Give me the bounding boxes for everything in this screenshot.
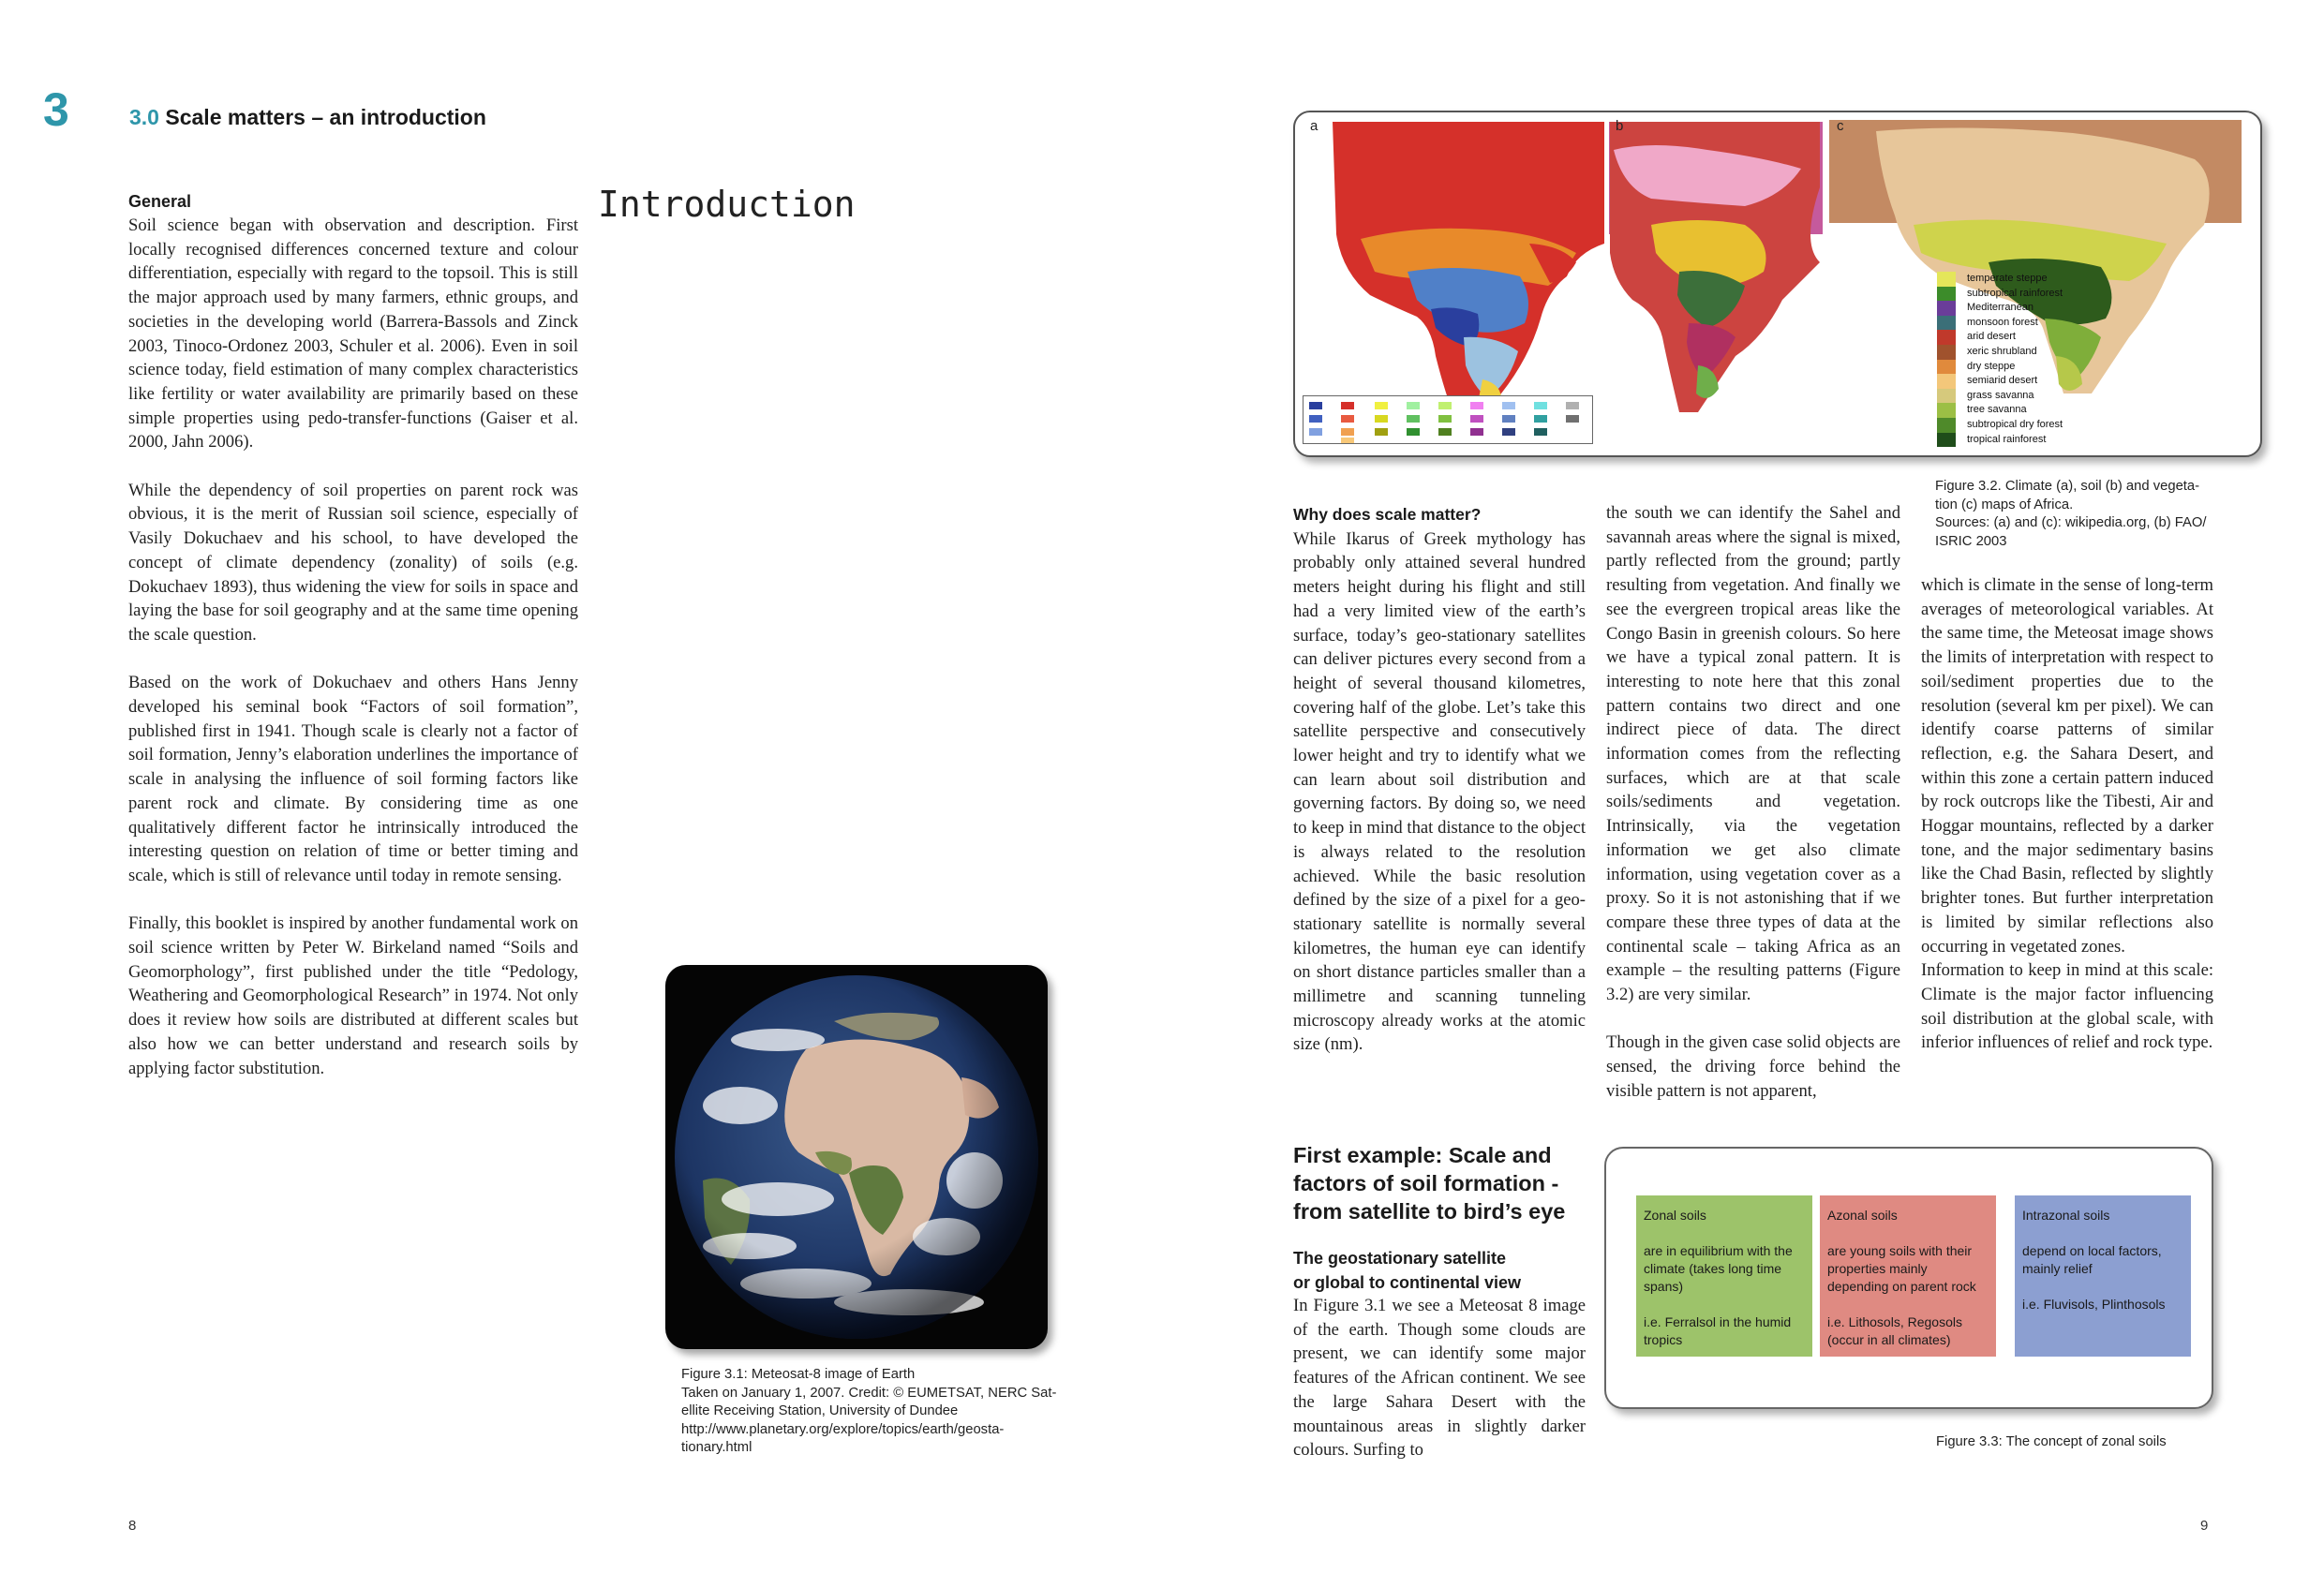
figure-3-2-caption — [1935, 478, 2235, 551]
section-number: 3.0 — [129, 105, 159, 129]
legend-label: subtropical dry forest — [1967, 418, 2063, 430]
soil-map-b — [1609, 122, 1823, 412]
legend-entry — [1937, 374, 2108, 389]
zone-box-zonal — [1636, 1195, 1812, 1357]
left-column — [128, 191, 578, 1080]
meteosat-earth-image — [665, 965, 1048, 1349]
chapter-number: 3 — [43, 83, 69, 136]
legend-entry — [1937, 316, 2108, 331]
section-title-text: Scale matters – an introduction — [165, 105, 486, 129]
zone-example: i.e. Ferralsol in the humid tropics — [1644, 1314, 1792, 1347]
caption-line: Figure 3.2. Climate (a), soil (b) and vegeta- — [1935, 479, 2200, 494]
zone-title: Azonal soils — [1827, 1208, 1898, 1223]
legend-entry — [1937, 389, 2108, 404]
legend-label: temperate steppe — [1967, 273, 2048, 284]
paragraph: Finally, this booklet is inspired by another fundamental work on soil science written by Peter W. Birkeland named “Soils and Geomorphology”, first published under the title “Pedology, Weathering and Geomorphological Research” in 1974. Not only does it review how soils are distributed at different scales but also how we can better understand and research soils by applying factor substitution. — [128, 913, 578, 1078]
legend-swatch — [1937, 360, 1956, 375]
africa-maps-figure — [1293, 111, 2262, 457]
legend-entry — [1937, 360, 2108, 375]
legend-entry — [1937, 287, 2108, 302]
caption-line: tion (c) maps of Africa. — [1935, 497, 2074, 512]
figure-3-3-caption: Figure 3.3: The concept of zonal soils — [1936, 1434, 2167, 1449]
legend-swatch — [1937, 374, 1956, 389]
introduction-heading: Introduction — [598, 184, 856, 225]
legend-swatch — [1937, 287, 1956, 302]
legend-swatch — [1937, 301, 1956, 316]
legend-entry — [1937, 345, 2108, 360]
vegetation-legend-c — [1937, 272, 2108, 447]
zone-example: i.e. Lithosols, Regosols (occur in all climates) — [1827, 1314, 1962, 1347]
why-scale-text-2b: Though in the given case solid objects are sensed, the driving force behind the visible pattern is not apparent, — [1606, 1032, 1900, 1101]
legend-label: tropical rainforest — [1967, 433, 2047, 445]
legend-label: monsoon forest — [1967, 316, 2038, 328]
subheading-line: The geostationary satellite — [1293, 1249, 1507, 1268]
page-number-right: 9 — [2200, 1518, 2209, 1534]
map-panel-label-a: a — [1310, 118, 1318, 134]
general-subheading: General — [128, 192, 192, 211]
paragraph: While the dependency of soil properties on parent rock was obvious, it is the merit of Russian soil science, especially of Vasily Dokuchaev and his school, to have developed the concept of climate dependency (zonality) of soils (e.g. Dokuchaev 1893), thus widening the view for soils in space and laying the base for soil geography and at the same time opening the scale question. — [128, 480, 578, 645]
why-scale-column-3 — [1921, 573, 2213, 1055]
legend-entry — [1937, 272, 2108, 287]
paragraph: Based on the work of Dokuchaev and others Hans Jenny developed his seminal book “Factors of soil formation”, published first in 1941. Though scale is clearly not a factor of soil formation, Jenny’s elaboration underlines the importance of scale in analysing the influence of soil forming factors like parent rock and climate. By considering time as one qualitatively different factor he intrinsically introduced the interesting question on relation of time or better timing and scale, which is still of relevance until today in remote sensing. — [128, 673, 578, 885]
zone-description: depend on local factors, mainly relief — [2022, 1243, 2162, 1276]
legend-label: arid desert — [1967, 331, 2016, 343]
why-scale-subheading: Why does scale matter? — [1293, 505, 1482, 524]
first-example-text: In Figure 3.1 we see a Meteosat 8 image of the earth. Though some clouds are present, we can identify some major features of the African continent. We see the large Sahara Desert with the mountainous areas in slightly darker colours. Surfing to — [1293, 1296, 1586, 1461]
legend-swatch — [1937, 345, 1956, 360]
paragraph: Soil science began with observation and description. First locally recognised differences concerned texture and colour differentiation, especially with regard to the topsoil. This is still the major approach used by many farmers, ethnic groups, and societies in the developing world (Barrera-Bassols and Zinck 2003, Tinoco-Ordonez 2003, Schuler et al. 2006). Even in soil science today, field estimation of many complex characteristics like fertility or water availability are primarily based on these simple properties using pedo-transfer-functions (Gaiser et al. 2000, Jahn 2006). — [128, 215, 578, 453]
legend-swatch — [1937, 316, 1956, 331]
legend-label: grass savanna — [1967, 389, 2034, 401]
legend-entry — [1937, 433, 2108, 448]
section-title — [129, 105, 486, 130]
zone-title: Zonal soils — [1644, 1208, 1706, 1223]
zonal-soils-figure — [1604, 1147, 2213, 1409]
legend-swatch — [1937, 272, 1956, 287]
legend-label: xeric shrubland — [1967, 345, 2037, 357]
why-scale-column-2 — [1606, 501, 1900, 1104]
why-scale-text-3b: Information to keep in mind at this scale: Climate is the major factor influencing soil distribution at the global scale, with inferior influences of relief and rock type. — [1921, 960, 2213, 1053]
caption-line: Taken on January 1, 2007. Credit: © EUMETSAT, NERC Sat- — [681, 1385, 1057, 1401]
legend-label: subtropical rainforest — [1967, 287, 2063, 299]
zone-title: Intrazonal soils — [2022, 1208, 2110, 1223]
zone-description: are in equilibrium with the climate (takes long time spans) — [1644, 1243, 1793, 1294]
page-number-left: 8 — [128, 1518, 137, 1534]
why-scale-text-2a: the south we can identify the Sahel and savannah areas where the signal is mixed, partly reflected from the ground; partly resulting from vegetation. And finally we see the evergreen tropical areas like the Congo Basin in greenish colours. So here we have a typical zonal pattern. It is interesting to note here that this zonal pattern contains two direct and one indirect piece of data. The direct information comes from the reflecting surfaces, which are at that scale soils/sediments and vegetation. Intrinsically, via the vegetation information we get also climate information, using vegetation cover as a proxy. So it is not astonishing that if we compare these three types of data at the continental scale – taking Africa as an example – the resulting patterns (Figure 3.2) are very similar. — [1606, 503, 1900, 1005]
subheading-line: or global to continental view — [1293, 1273, 1522, 1292]
legend-swatch — [1937, 330, 1956, 345]
caption-line: ISRIC 2003 — [1935, 533, 2007, 549]
legend-swatch — [1937, 418, 1956, 433]
legend-entry — [1937, 301, 2108, 316]
legend-entry — [1937, 403, 2108, 418]
climate-map-a — [1333, 122, 1604, 422]
why-scale-text-1: While Ikarus of Greek mythology has probably only attained several hundred meters height during his flight and still had a very limited view of the earth’s surface, today’s geo-stationary satellites can deliver pictures every second from a height of several thousand kilometres, covering half of the globe. Let’s take this satellite perspective and consecutively lower height and try to identify what we can learn about soil distribution and governing factors. By doing so, we need to keep in mind that distance to the object is always related to the resolution achieved. While the basic resolution defined by the size of a pixel for a geo-stationary satellite is normally several kilometres, the human eye can identify on short distance particles smaller than a millimetre and scanning tunneling microscopy already works at the atomic size (nm). — [1293, 528, 1586, 1055]
legend-label: tree savanna — [1967, 404, 2027, 416]
zone-description: are young soils with their properties mainly depending on parent rock — [1827, 1243, 1976, 1294]
first-example-heading: First example: Scale and factors of soil formation - from satellite to bird’s eye — [1293, 1143, 1566, 1224]
caption-line: tionary.html — [681, 1440, 752, 1455]
geostationary-subheading — [1293, 1246, 1593, 1295]
why-scale-column-1 — [1293, 503, 1586, 1057]
map-panel-label-c: c — [1837, 118, 1844, 134]
legend-label: semiarid desert — [1967, 375, 2038, 387]
climate-legend-a — [1303, 395, 1593, 444]
figure-3-1-caption — [681, 1366, 1075, 1458]
earth-globe-graphic — [665, 965, 1048, 1349]
legend-entry — [1937, 330, 2108, 345]
zone-box-intrazonal — [2015, 1195, 2191, 1357]
climate-legend-swatches — [1304, 396, 1594, 445]
legend-label: dry steppe — [1967, 360, 2016, 372]
legend-entry — [1937, 418, 2108, 433]
legend-label: Mediterranean — [1967, 302, 2034, 314]
left-body-text — [128, 214, 578, 1080]
caption-line: Figure 3.1: Meteosat-8 image of Earth — [681, 1367, 916, 1382]
caption-line: Sources: (a) and (c): wikipedia.org, (b) FAO/ — [1935, 515, 2207, 530]
legend-swatch — [1937, 389, 1956, 404]
zone-box-azonal — [1820, 1195, 1996, 1357]
legend-swatch — [1937, 433, 1956, 448]
zone-example: i.e. Fluvisols, Plinthosols — [2022, 1297, 2166, 1312]
map-panel-label-b: b — [1616, 118, 1624, 134]
why-scale-text-3a: which is climate in the sense of long-term averages of meteorological variables. At the same time, the Meteosat image shows the limits of interpretation with respect to soil/sediment properties due to the resolution (several km per pixel). We can identify coarse patterns of similar reflection, e.g. the Sahara Desert, and within this zone a certain pattern induced by rock outcrops like the Tibesti, Air and Hoggar mountains, reflected by a darker tone, and the major sedimentary basins like the Chad Basin, reflected by slightly brighter tones. But further interpretation is limited by similar reflections also occurring in vegetated zones. — [1921, 575, 2213, 957]
legend-swatch — [1937, 403, 1956, 418]
caption-line: ellite Receiving Station, University of Dundee — [681, 1403, 959, 1418]
caption-line: http://www.planetary.org/explore/topics/earth/geosta- — [681, 1421, 1005, 1437]
